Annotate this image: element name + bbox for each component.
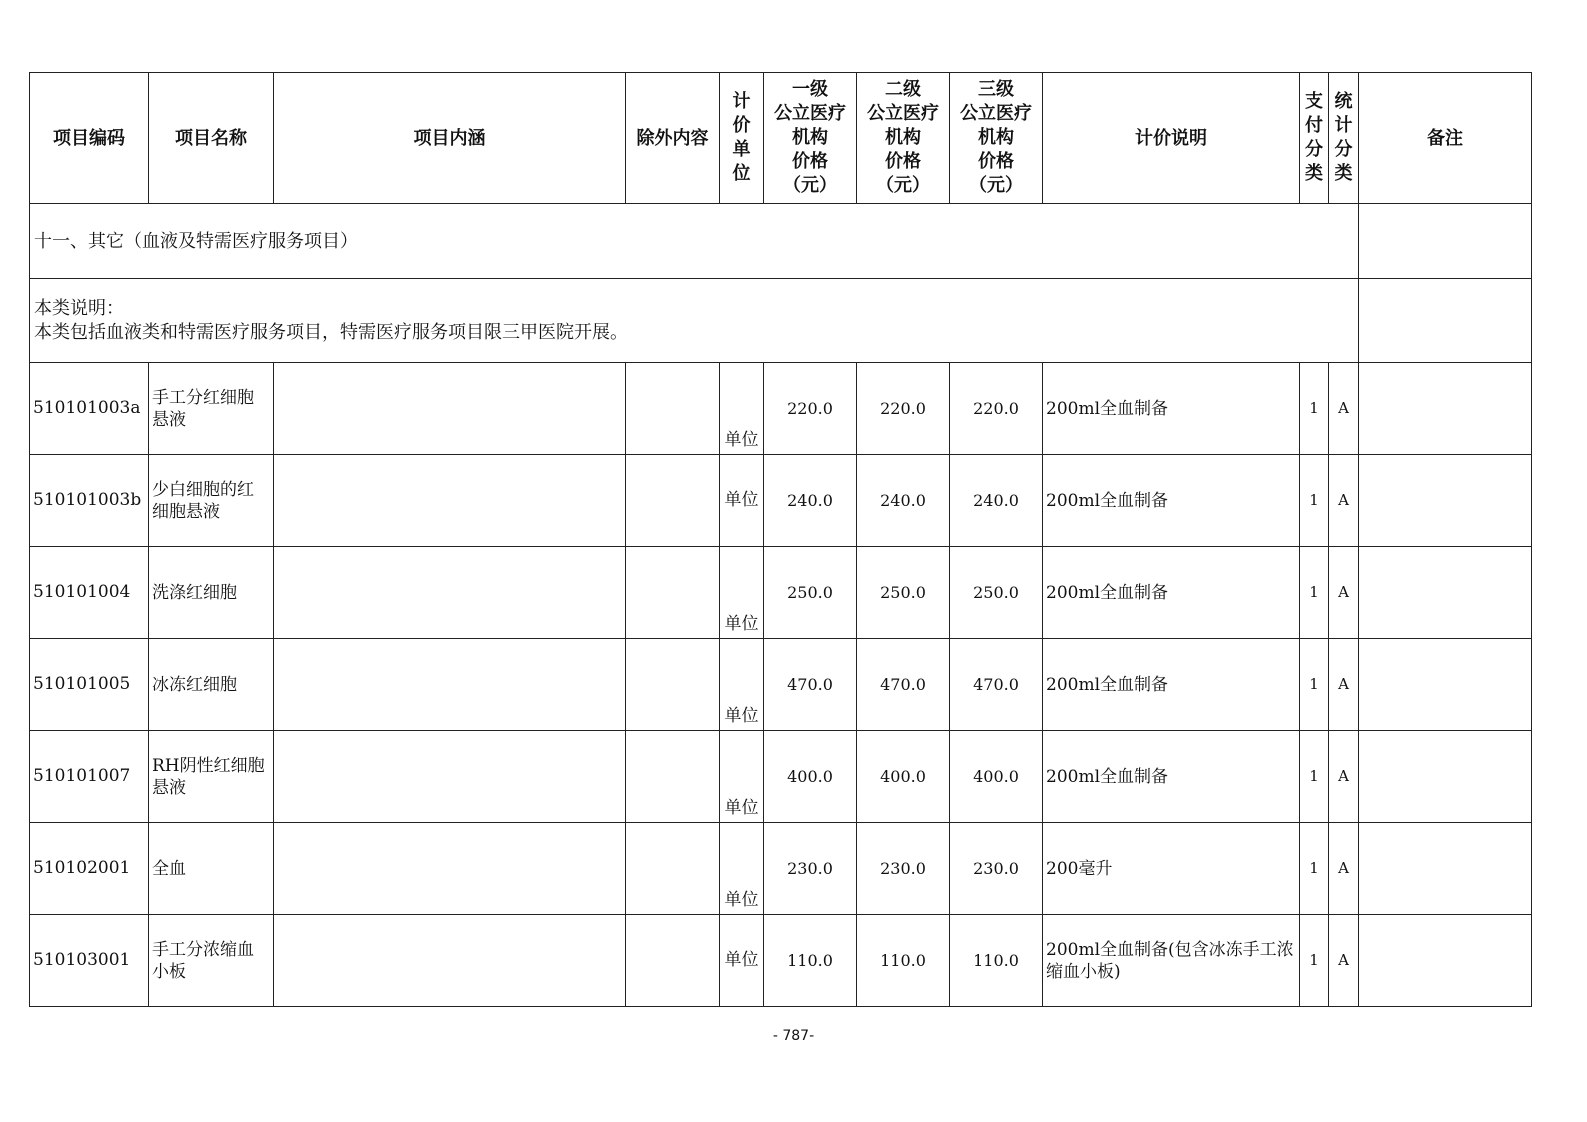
table-row (30, 363, 1532, 455)
header-stat-line: 统 (1334, 91, 1353, 112)
cell-except (626, 915, 720, 1007)
header-unit-line: 位 (732, 163, 751, 184)
cell-pay-category: 1 (1300, 363, 1329, 455)
header-code: 项目编码 (30, 73, 149, 204)
cell-stat-category: A (1329, 639, 1359, 731)
cell-pricing-note: 200毫升 (1043, 823, 1300, 915)
cell-pricing-note: 200ml全血制备 (1043, 639, 1300, 731)
cell-level1-price: 230.0 (764, 823, 857, 915)
cell-level2-price: 110.0 (857, 915, 950, 1007)
cell-unit: 单位 (720, 363, 764, 455)
header-stat-line: 分 (1334, 139, 1353, 160)
cell-level1-price: 250.0 (764, 547, 857, 639)
cell-name: 冰冻红细胞 (149, 639, 274, 731)
header-level1-line: 公立医疗 (774, 103, 846, 124)
cell-content (274, 455, 626, 547)
header-level1-line: 一级 (792, 79, 828, 100)
header-level2-line: 价格 (885, 151, 921, 172)
header-level3-line: 三级 (978, 79, 1014, 100)
table-body (30, 204, 1532, 1007)
table-row (30, 547, 1532, 639)
cell-except (626, 363, 720, 455)
header-pricing-note: 计价说明 (1043, 73, 1300, 204)
cell-except (626, 823, 720, 915)
cell-level1-price: 470.0 (764, 639, 857, 731)
header-content: 项目内涵 (274, 73, 626, 204)
category-note (30, 279, 1359, 363)
cell-name: 全血 (149, 823, 274, 915)
cell-content (274, 915, 626, 1007)
cell-code: 510101007 (30, 731, 149, 823)
cell-remark (1359, 639, 1532, 731)
cell-code: 510102001 (30, 823, 149, 915)
header-stat-line: 计 (1334, 115, 1353, 136)
price-table-sheet (29, 72, 1532, 1007)
cell-except (626, 547, 720, 639)
cell-content (274, 639, 626, 731)
header-except: 除外内容 (626, 73, 720, 204)
cell-content (274, 547, 626, 639)
cell-unit: 单位 (720, 915, 764, 1007)
cell-remark (1359, 731, 1532, 823)
note-line-2: 本类包括血液类和特需医疗服务项目，特需医疗服务项目限三甲医院开展。 (34, 321, 628, 343)
header-pay-line: 分 (1305, 139, 1323, 160)
header-level2-line: 二级 (885, 79, 921, 100)
cell-level2-price: 470.0 (857, 639, 950, 731)
header-pay-line: 类 (1305, 163, 1323, 184)
header-stat-category (1329, 73, 1359, 204)
cell-level3-price: 110.0 (950, 915, 1043, 1007)
cell-pay-category: 1 (1300, 915, 1329, 1007)
cell-pay-category: 1 (1300, 731, 1329, 823)
cell-name: 手工分红细胞悬液 (149, 363, 274, 455)
cell-level3-price: 240.0 (950, 455, 1043, 547)
cell-name: 洗涤红细胞 (149, 547, 274, 639)
cell-pricing-note: 200ml全血制备 (1043, 731, 1300, 823)
header-level2-line: 公立医疗 (867, 103, 939, 124)
header-unit-line: 价 (732, 115, 751, 136)
cell-stat-category: A (1329, 823, 1359, 915)
cell-unit: 单位 (720, 731, 764, 823)
cell-unit: 单位 (720, 823, 764, 915)
cell-content (274, 823, 626, 915)
cell-unit: 单位 (720, 455, 764, 547)
cell-content (274, 363, 626, 455)
cell-code: 510101004 (30, 547, 149, 639)
header-unit-line: 计 (732, 91, 751, 112)
cell-name: RH阴性红细胞悬液 (149, 731, 274, 823)
cell-code: 510101003b (30, 455, 149, 547)
cell-level3-price: 250.0 (950, 547, 1043, 639)
cell-level2-price: 400.0 (857, 731, 950, 823)
header-unit-line: 单 (732, 139, 751, 160)
header-level1-line: 价格 (792, 151, 828, 172)
cell-level3-price: 220.0 (950, 363, 1043, 455)
table-row (30, 639, 1532, 731)
table-row (30, 823, 1532, 915)
header-pay-line: 付 (1305, 115, 1323, 136)
cell-unit: 单位 (720, 639, 764, 731)
header-level3-line: 公立医疗 (960, 103, 1032, 124)
header-pay-line: 支 (1305, 91, 1323, 112)
cell-except (626, 639, 720, 731)
cell-name: 手工分浓缩血小板 (149, 915, 274, 1007)
cell-remark (1359, 547, 1532, 639)
cell-pay-category: 1 (1300, 455, 1329, 547)
note-line-1: 本类说明： (34, 297, 124, 319)
header-level3-line: （元） (969, 175, 1023, 196)
cell-stat-category: A (1329, 915, 1359, 1007)
header-level3-price (950, 73, 1043, 204)
page-number: - 787- (772, 1028, 815, 1044)
price-table (29, 72, 1532, 1007)
cell-stat-category: A (1329, 731, 1359, 823)
header-name: 项目名称 (149, 73, 274, 204)
cell-level1-price: 110.0 (764, 915, 857, 1007)
cell-pricing-note: 200ml全血制备 (1043, 363, 1300, 455)
note-row (30, 279, 1532, 363)
cell-stat-category: A (1329, 363, 1359, 455)
cell-remark (1359, 455, 1532, 547)
cell-level2-price: 230.0 (857, 823, 950, 915)
header-level2-line: 机构 (885, 127, 921, 148)
table-row (30, 915, 1532, 1007)
cell-code: 510101005 (30, 639, 149, 731)
cell-level2-price: 250.0 (857, 547, 950, 639)
cell-remark (1359, 823, 1532, 915)
header-level3-line: 价格 (978, 151, 1014, 172)
header-level3-line: 机构 (978, 127, 1014, 148)
header-level1-price (764, 73, 857, 204)
cell-content (274, 731, 626, 823)
cell-pricing-note: 200ml全血制备 (1043, 455, 1300, 547)
cell-level2-price: 240.0 (857, 455, 950, 547)
cell-level3-price: 230.0 (950, 823, 1043, 915)
header-stat-line: 类 (1334, 163, 1353, 184)
cell-pay-category: 1 (1300, 547, 1329, 639)
cell-except (626, 731, 720, 823)
cell-code: 510103001 (30, 915, 149, 1007)
cell-name: 少白细胞的红细胞悬液 (149, 455, 274, 547)
cell-level1-price: 240.0 (764, 455, 857, 547)
cell-level1-price: 400.0 (764, 731, 857, 823)
cell-remark (1359, 915, 1532, 1007)
section-row (30, 204, 1532, 279)
cell-level3-price: 400.0 (950, 731, 1043, 823)
section-remark (1359, 204, 1532, 279)
cell-except (626, 455, 720, 547)
table-row (30, 731, 1532, 823)
cell-remark (1359, 363, 1532, 455)
cell-pricing-note: 200ml全血制备 (1043, 547, 1300, 639)
table-row (30, 455, 1532, 547)
header-pay-category (1300, 73, 1329, 204)
cell-level3-price: 470.0 (950, 639, 1043, 731)
cell-unit: 单位 (720, 547, 764, 639)
header-level1-line: （元） (783, 175, 837, 196)
header-unit (720, 73, 764, 204)
note-remark (1359, 279, 1532, 363)
cell-stat-category: A (1329, 455, 1359, 547)
cell-pay-category: 1 (1300, 639, 1329, 731)
header-level2-price (857, 73, 950, 204)
header-row (30, 73, 1532, 204)
cell-pricing-note: 200ml全血制备(包含冰冻手工浓缩血小板) (1043, 915, 1300, 1007)
cell-code: 510101003a (30, 363, 149, 455)
header-remark: 备注 (1359, 73, 1532, 204)
cell-stat-category: A (1329, 547, 1359, 639)
cell-level1-price: 220.0 (764, 363, 857, 455)
cell-level2-price: 220.0 (857, 363, 950, 455)
section-title: 十一、其它（血液及特需医疗服务项目） (30, 204, 1359, 279)
header-level1-line: 机构 (792, 127, 828, 148)
cell-pay-category: 1 (1300, 823, 1329, 915)
header-level2-line: （元） (876, 175, 930, 196)
